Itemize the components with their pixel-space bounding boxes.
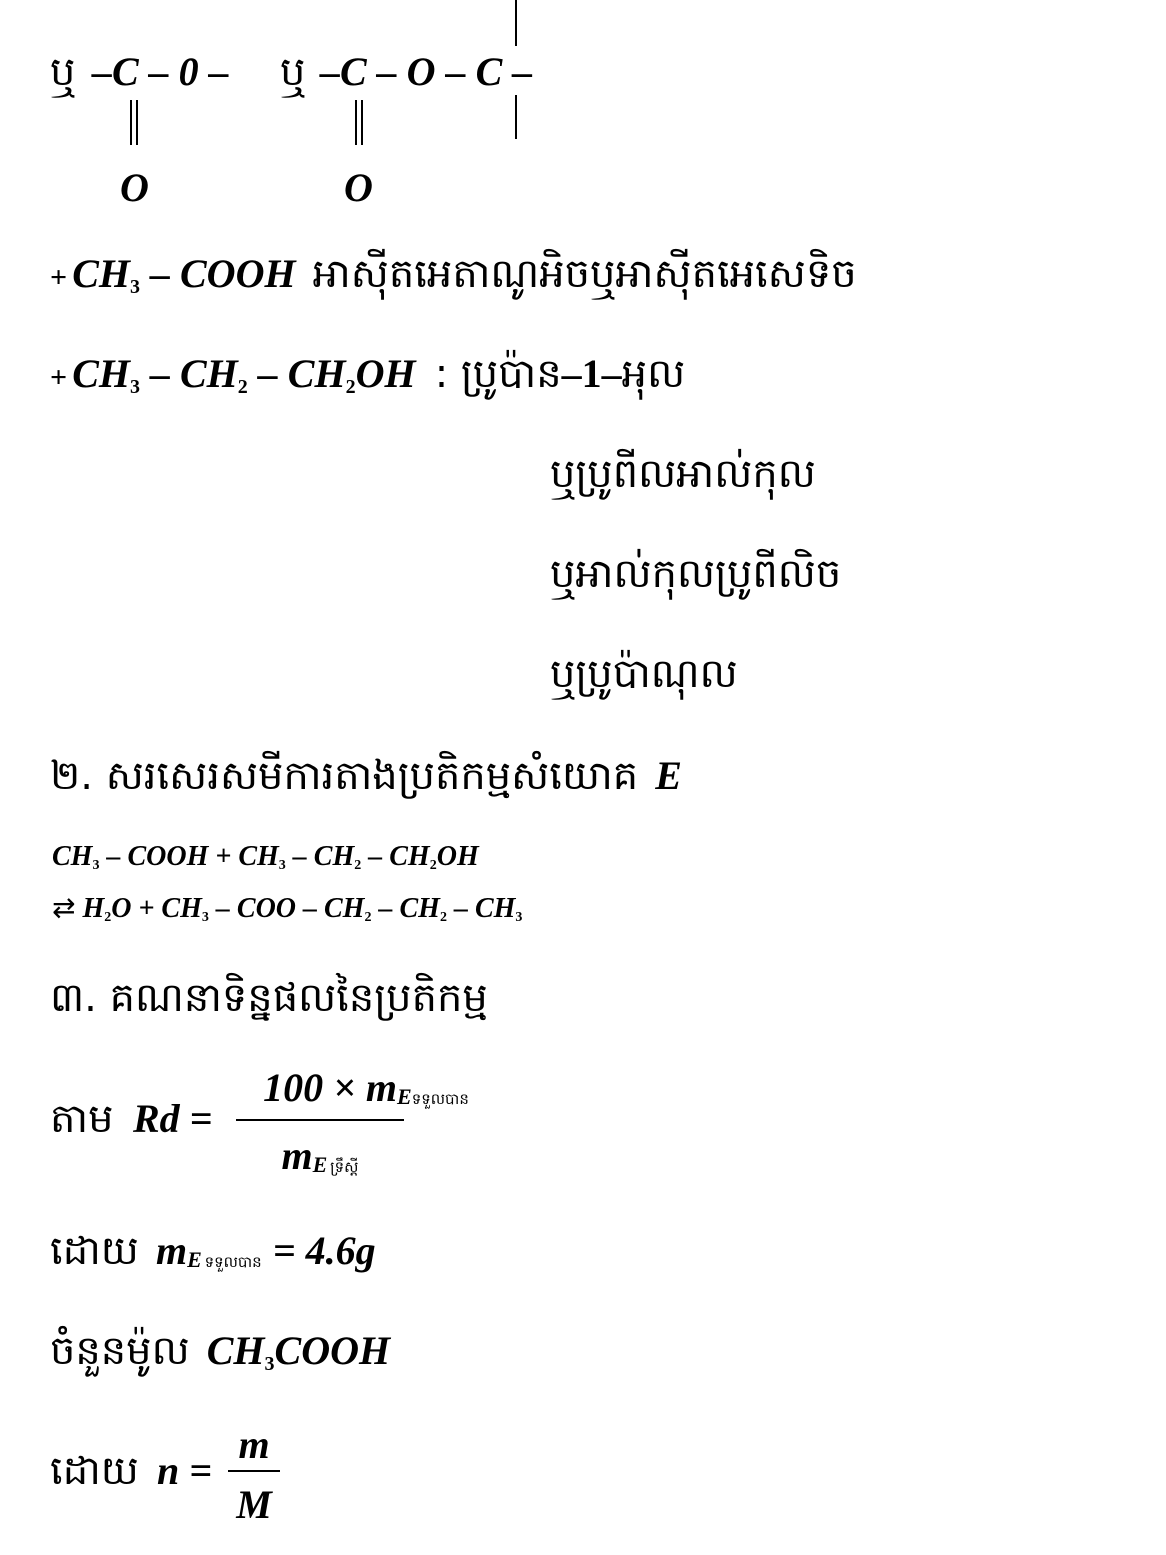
denominator-text: m <box>281 1133 313 1178</box>
or-word: ឬ <box>50 49 76 95</box>
propanol-line <box>50 351 686 398</box>
alt-name: ឬប្រូពីលអាល់កុល <box>550 451 816 497</box>
alt-name: ឬអាល់កុលប្រូពីលិច <box>550 551 842 597</box>
subscript: 3 <box>130 376 140 398</box>
formula-part: – COOH + CH <box>99 841 279 872</box>
formula-part: H <box>75 893 105 924</box>
formula-part: CH <box>206 1328 265 1373</box>
subscript: 3 <box>278 858 286 874</box>
propanol-suffix: អុល <box>621 351 686 397</box>
subscript: 3 <box>201 910 209 926</box>
acetic-acid-line <box>50 251 857 298</box>
subscript-khmer: ទ្រឹស្តី <box>330 1158 359 1177</box>
formula-part: O + CH <box>111 893 202 924</box>
yield-lhs: Rd = <box>133 1096 213 1141</box>
formula-part: CH <box>72 251 130 296</box>
by-word: ដោយ <box>50 1448 139 1494</box>
ester-chain-formula: –C – O – C – <box>320 49 533 94</box>
subscript-khmer: ទទួលបាន <box>411 1090 469 1109</box>
subscript: 3 <box>92 858 100 874</box>
moles-numerator: m <box>238 1422 270 1467</box>
locant: –1– <box>561 351 622 396</box>
single-bond-line <box>515 95 517 139</box>
numerator-text: 100 × m <box>263 1065 398 1110</box>
formula-part: COOH <box>274 1328 391 1373</box>
reaction-equation-line-2 <box>52 891 523 926</box>
acetic-acid-name: អាស៊ីតអេតាណូអិចឬអាស៊ីតអេសេទិច <box>312 251 857 297</box>
subscript: 2 <box>345 376 356 398</box>
moles-label: ចំនួនម៉ូល <box>50 1328 190 1374</box>
formula-part: OH <box>355 351 416 396</box>
formula-part: OH <box>436 841 479 872</box>
subscript: 2 <box>439 910 447 926</box>
formula-part: – CH <box>140 351 238 396</box>
moles-denominator: M <box>236 1482 272 1527</box>
formula-part: – CH <box>285 841 355 872</box>
subscript: 2 <box>104 910 112 926</box>
formula-part: – CH <box>446 893 516 924</box>
heading-text: ២. សរសេរសមីការតាងប្រតិកម្មសំយោគ <box>50 753 639 799</box>
single-bond-line <box>515 0 517 46</box>
moles-lhs: n = <box>157 1448 213 1493</box>
fraction-bar <box>236 1119 404 1121</box>
alt-name: ឬប្រូប៉ាណុល <box>550 651 738 697</box>
double-bond-line <box>136 100 138 145</box>
formula-part: – COOH <box>140 251 296 296</box>
given-mass-line <box>50 1228 376 1275</box>
double-bond-line <box>361 100 363 145</box>
plus-sign: + <box>50 261 68 294</box>
formula-part: – CH <box>247 351 346 396</box>
acetic-acid-formula <box>72 251 295 296</box>
moles-heading <box>50 1328 391 1375</box>
subscript: 2 <box>237 376 248 398</box>
formula-part: CH <box>72 351 130 396</box>
compound-symbol: E <box>655 753 682 798</box>
by-word: ដោយ <box>50 1228 139 1274</box>
subscript: 3 <box>515 910 523 926</box>
subscript: 2 <box>429 858 437 874</box>
oxygen-atom: O <box>120 165 149 210</box>
formula-part: – CH <box>361 841 430 872</box>
double-bond-line <box>130 100 132 145</box>
formula-part: – COO – CH <box>208 893 365 924</box>
subscript: 3 <box>130 276 140 298</box>
ester-group-formula: –C – 0 – <box>92 49 229 94</box>
subscript: 2 <box>354 858 362 874</box>
section-3-heading: ៣. គណនាទិន្នផលនៃប្រតិកម្ម <box>50 975 488 1021</box>
mass-symbol: m <box>155 1228 188 1273</box>
reaction-equation-line-1 <box>52 843 479 873</box>
yield-denominator <box>236 1133 404 1180</box>
propanol-formula <box>72 351 415 396</box>
subscript: E <box>187 1247 202 1273</box>
formula-part: – CH <box>371 893 440 924</box>
or-word: ឬ <box>280 49 306 95</box>
formula-part: CH <box>52 841 93 872</box>
section-2-heading <box>50 753 682 799</box>
propanol-name: : ប្រូប៉ាន <box>434 351 562 397</box>
equilibrium-arrow: ⇄ <box>52 891 76 924</box>
plus-sign: + <box>50 361 68 394</box>
according-word: តាម <box>50 1096 114 1142</box>
subscript-khmer: ទទួលបាន <box>204 1253 262 1272</box>
oxygen-atom: O <box>344 165 373 210</box>
moles-formula <box>207 1328 390 1373</box>
subscript: E <box>397 1084 412 1110</box>
subscript: 3 <box>264 1353 275 1375</box>
mass-value: = 4.6g <box>272 1228 376 1273</box>
yield-numerator <box>236 1065 496 1112</box>
subscript: E <box>312 1152 328 1178</box>
fraction-bar <box>228 1470 280 1472</box>
double-bond-line <box>355 100 357 145</box>
subscript: 2 <box>364 910 372 926</box>
